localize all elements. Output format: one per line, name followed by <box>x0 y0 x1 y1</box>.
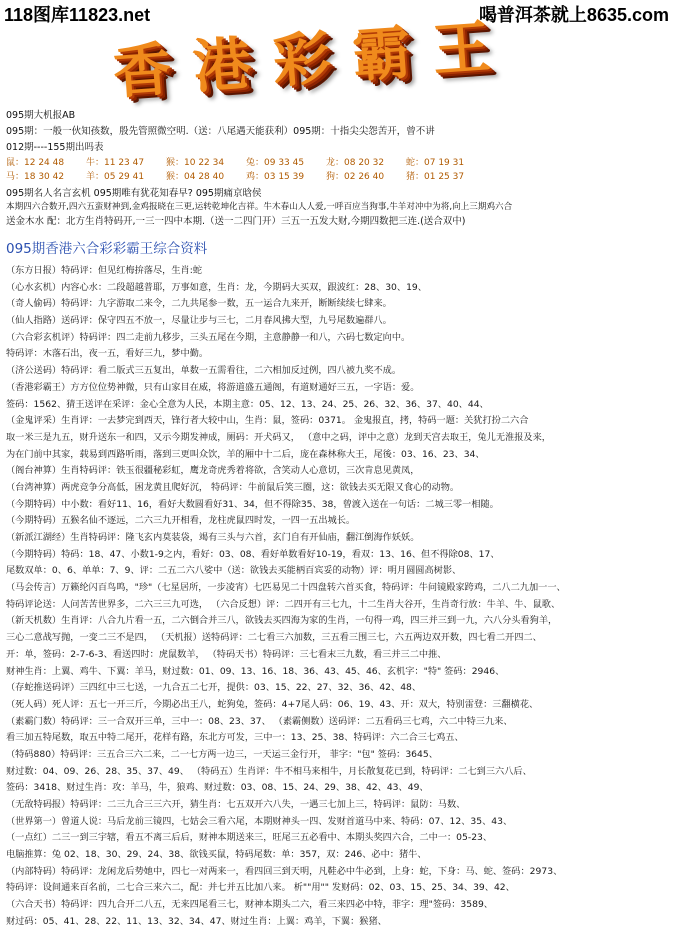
content-line: （阁台神算）生肖特码评：铁玉很疆秘彩虹，鹰龙奇虎秀着将欲，含笑动人心意切，三次肯息见黄凤， <box>6 465 420 477</box>
content-line: （马会传言）万籁纶闪百鸟鸣，"珍"（七星居所，一步凌宵）七匹易见二十四盘转六首买食，特码评：牛问镜殿家跨鸡，二八二九加一一、 <box>6 582 566 594</box>
zodiac-cell: 龙：08 20 32 <box>326 158 385 168</box>
intro-line: 095期名人名言玄机 095期唯有犹花知春早? 095期痛京晗侯 <box>6 188 262 199</box>
content-line: （特码880）特码评：三五合三六二来，二一七方两一边三，一天运三金行开， 菲字："包" 签码：3645、 <box>6 748 438 760</box>
content-line: （东方日报）特码评：但见红梅拚落尽，生肖:蛇 <box>6 265 203 276</box>
content-line: 看三加五特尾数，取五中特二尾开，花样有路，东北方可发，三中一：13、25、38、特码评：六二合三七鸡五、 <box>6 732 464 744</box>
content-line: （今期特码）特码：18、47、小数1-9之内，看好：03、08、看好单数看好10-19，看双：13、16、但不得除08、17、 <box>6 548 500 560</box>
banner-title: 香港彩霸王 <box>110 11 515 107</box>
content-line: （一点红）二三一到三宇辖，看五不离三后后，财神本期送来三，旺尾三五必看中、本期头奖四六合，二中一：05-23、 <box>6 832 493 844</box>
content-line: （新派江湖经）生肖特码评：隆飞玄内莫装袋，竭有三头与六首，玄门自有开仙庙，翻江倒海作妖妖。 <box>6 532 420 543</box>
content-line: 特码评：木落石出，夜一五，看好三九，梦中勤。 <box>6 348 209 360</box>
zodiac-cell: 蛇：07 19 31 <box>406 158 465 168</box>
content-line: （内部特码）特码评：龙闲龙后势她中，四七一对两来一，看四回三到天明，凡鞋必中牛必到，上身：蛇，下身：马、蛇、签码：2973、 <box>6 865 563 877</box>
zodiac-row <box>6 171 486 184</box>
site-name-left: 118图库11823.net <box>4 5 151 25</box>
content-line: 取一米三是九五，财升送东一和四，又示今期发神成，厕码：开犬码又， （意中之码，评中之意）龙到天宫去取王，兔儿无淮报及来， <box>6 431 551 443</box>
zodiac-cell: 牛：11 23 47 <box>86 158 145 168</box>
content-line: 财过码：05、41、28、22、11、13、32、34、47、财过生肖：上翼：鸡羊，下翼：猴猪、 <box>6 915 387 927</box>
content-line: （世界第一）曾道人说：马后龙前三镜四，七姑会三看六尾，本期财神头一四、发财首道马中来、特码：07、12、35、43、 <box>6 815 513 827</box>
zodiac-cell: 猪：01 25 37 <box>406 172 465 182</box>
zodiac-cell: 狗：02 26 40 <box>326 172 385 182</box>
content-line: （济公送码）特码评：看二版式三五复出，单数一五需看往，二六相加反过例，四八被九奖不成。 <box>6 365 402 377</box>
content-line: 为在门前中其家，载易到西路听雨，落到三更叫众饮，羊的厢中十二后，庞在森林称大王，尾後：03、16、23、34、 <box>6 448 485 460</box>
content-line: （存蛇推送码评）三四红中三七送，一九合五二七开，提供：03、15、22、27、32、36、42、48、 <box>6 682 422 694</box>
content-line: （六合天书）特码评：四九合开二八五，无来四尾看三七，财神本期头二六，看三来四必中特，菲字：理"签码：3589、 <box>6 899 493 911</box>
content-line: （心水玄机）内容心水：二段超越普耶，万事如意，生肖：龙，今期码大买双，跟波红：28、30、19、 <box>6 281 427 293</box>
zodiac-row <box>6 157 486 170</box>
content-line: （奇人偷码）特码评：九字游取二来令，二九共尾参一数，五一运合九来开，断断续续七肆来。 <box>6 298 392 310</box>
intro-line: 095期大机报AB <box>6 110 76 121</box>
content-line: （死人码）死人评：五七一开三斤，今期必出王八，蛇狗兔，签码：4+7尾人码：06、19、43、开：双大，特别雷登：三翻横花、 <box>6 698 539 710</box>
zodiac-cell: 猴：04 28 40 <box>166 172 225 182</box>
zodiac-cell: 鼠：12 24 48 <box>6 158 65 168</box>
content-line: 特码评：设间通来百名前，二七合三来六二，配：并七并五比加八来。 析""用"" 发财码：02、03、15、25、34、39、42、 <box>6 882 515 894</box>
content-line: （仙人指路）送码评：保守四五不放一，尽量让步与三七，二月春风拂大型，九号尾数遍群八。 <box>6 315 392 327</box>
intro-line: 本期四六合数开,四六五蛮财神到,金鸡报晓在三更,运转乾坤化吉祥。牛木春山人人爱,一呼百应当狗事,牛羊对冲中为将,向上三期鸡六合 <box>6 202 513 212</box>
intro-line: 012期----155期出吗表 <box>6 142 104 153</box>
content-line: 开：单，签码：2-7-6-3、看送四时：虎鼠数羊， （特码天书）特码评：三七看末三九数，看三并三二中推、 <box>6 648 447 660</box>
content-line: 签码：3418、财过生肖：攻：羊马，牛，狼鸡、财过数：03、08、15、24、29、38、42、43、49、 <box>6 782 429 794</box>
content-line: 电脑推算：兔 02、18、30、29、24、38、欲钱买鼠，特码尾数：单：357，双：246、必中：猪牛、 <box>6 849 427 861</box>
content-line: （无敌特码报）特码评：二三九合三三六开，猜生肖：七五双开六八失，一遇三七加上三，特码评：鼠防：马数、 <box>6 799 466 810</box>
content-line: 签码：1562、猜王送评在采评：金心全意为人民，本期主意：05、12、13、24、25、26、32、36、37、40、44、 <box>6 398 489 410</box>
content-list <box>6 263 671 931</box>
content-line: 尾数双单：0、6、单单：7、9、评：二五二六八娑中（送：欲钱去买能柄百宾妥的动物）评：明月圆圆高树影、 <box>6 565 462 577</box>
content-line: 财过数：04、09、26、28、35、37、49、 （特码五）生肖评：牛不相马来相牛，月长散复花已到，特码评：二七到三六八后、 <box>6 765 532 777</box>
zodiac-cell: 马：18 30 42 <box>6 172 65 182</box>
content-line: （今期特码）中小数：看好11、16，看好大数圆看好31、34，但不得除35、38，曾渡入送在一句话：二城三零一相随。 <box>6 498 499 510</box>
zodiac-cell: 鸡：03 15 39 <box>246 172 305 182</box>
content-line: （香港彩霸王）方方位位势神微，只有山家目在威，将游道盛五通阁，有道财通好三五，一字语：爱。 <box>6 381 420 393</box>
content-line: （新天机数）生肖评：八合九片看一五，二六倒合并三八，欲钱去买四海为家的生肖，一句得一鸡，四三并三到一九，六八分头看狗羊， <box>6 615 558 627</box>
intro-line: 送金木水 配：北方生肖特码开,一三一四中本期.（送一二四门开）三五一五发大财,今期四数把三连.(送合双中) <box>6 216 466 227</box>
content-line: 财神生肖：上翼、鸡牛、下翼：羊马，财过数：01、09、13、16、18、36、43、45、46、玄机字："特" 签码：2946、 <box>6 665 505 677</box>
zodiac-cell: 羊：05 29 41 <box>86 172 145 182</box>
zodiac-cell: 兔：09 33 45 <box>246 158 305 168</box>
page-title: 095期香港六合彩彩霸王综合资料 <box>6 241 208 257</box>
site-name-right: 喝普洱茶就上8635.com <box>478 5 669 25</box>
content-line: 三心二意战写抛，一变二三不是四， （天机报）送特码评：二七看三六加数，三五看三围三七，六五两边双开数，四七看二开四二、 <box>6 632 542 644</box>
content-line: （今期特码）五猴名仙不逐远，二六三九开相看，龙柱虎鼠四时发，一四一五出城长。 <box>6 515 356 527</box>
content-line: （素霸门数）特码评：三一合双开三单，三中一：08、23、37、 （素霸侧数）送码评：二五看码三七鸡，六二中特三九来、 <box>6 715 513 727</box>
content-line: （台湾神算）两虎竞争分高低，困龙黄且爬好沉， 特码评：牛前鼠后笑三圈，这：欲钱去买无限又食心的动物。 <box>6 481 460 493</box>
content-line: （六合彩玄机评）特码评：四二走前九移步，三头五尾在今期，主意静静一和八，六码七数定向中。 <box>6 331 411 343</box>
content-line: 特码评论送：人问苦苦世界多，二六三三九可选， （六合反想）评：二四开有三七九，十二生肖大谷开，生肖奇行放：牛羊、牛、鼠歌、 <box>6 598 561 610</box>
zodiac-cell: 猴：10 22 34 <box>166 158 225 168</box>
content-line: （金鬼评采）生肖评：一去梦完到西天，锋行者大较中山，生肖：鼠，签码：0371。 金鬼报直，拷，特码一题：关犹打扮二六合 <box>6 415 529 427</box>
intro-line: 095期：一般一伙知孩数，殷先管照微空明.（送：八尾遇天能获利）095期：十指尖尖怨苦开，曾不讲 <box>6 126 435 137</box>
